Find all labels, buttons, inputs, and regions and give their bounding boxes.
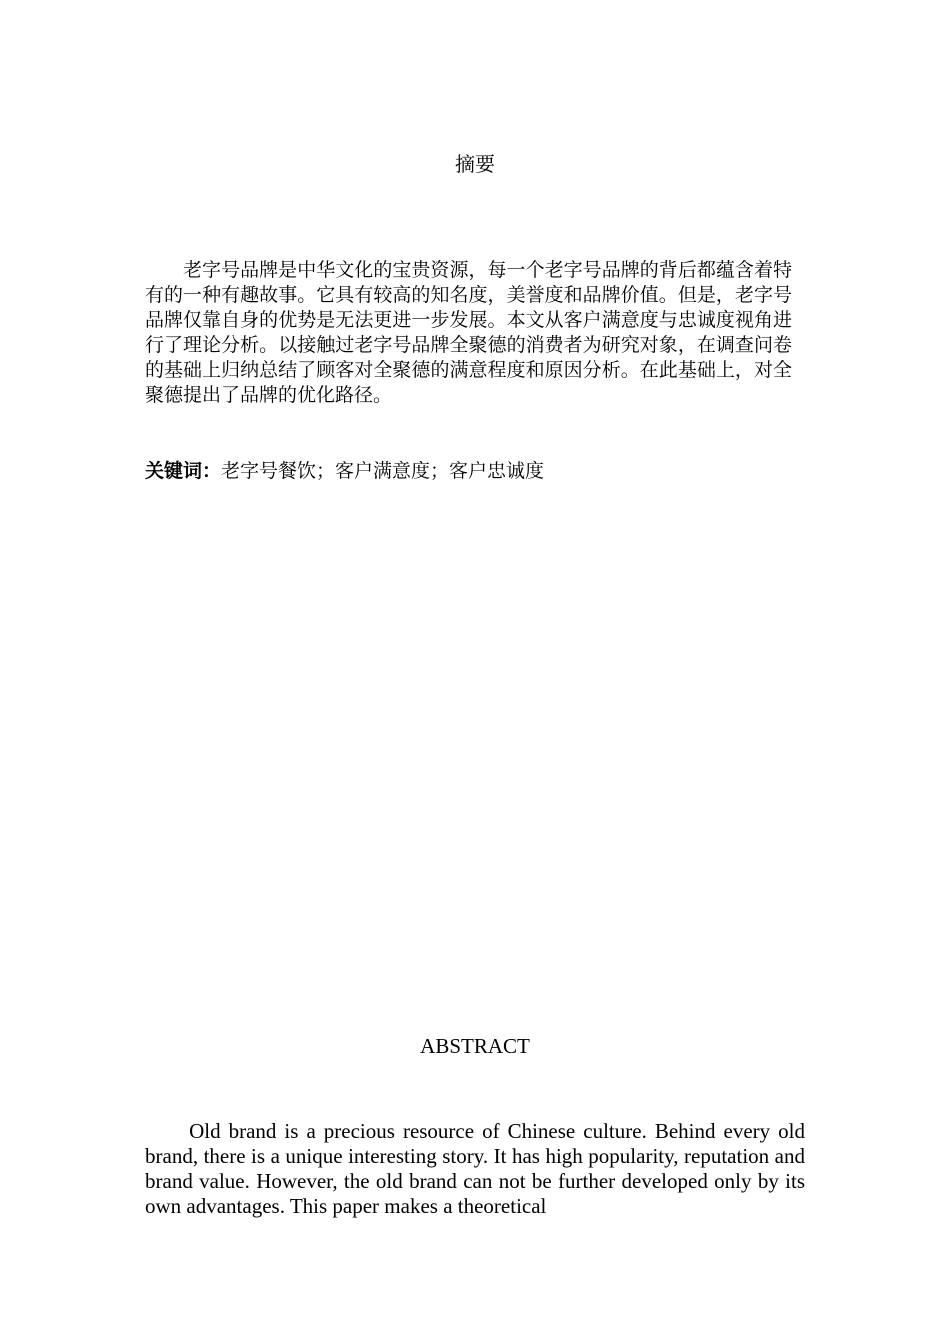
chinese-abstract-body: 老字号品牌是中华文化的宝贵资源，每一个老字号品牌的背后都蕴含着特有的一种有趣故事。它具有较高的知名度，美誉度和品牌价值。但是，老字号品牌仅靠自身的优势是无法更进一步发展。本文从客户满意度与忠诚度视角进行了理论分析。以接触过老字号品牌全聚德的消费者为研究对象，在调查问卷的基础上归纳总结了顾客对全聚德的满意程度和原因分析。在此基础上，对全聚德提出了品牌的优化路径。: [145, 259, 792, 406]
chinese-keywords: [145, 458, 795, 484]
chinese-abstract-title: 摘要: [455, 152, 495, 176]
english-abstract-body: Old brand is a precious resource of Chinese culture. Behind every old brand, there is a unique interesting story. It has high popularity, reputation and brand value. However, the old brand can not be further developed only by its own advantages. This paper makes a theoretical: [145, 1119, 805, 1218]
english-abstract-title: ABSTRACT: [420, 1034, 530, 1058]
keywords-list: 老字号餐饮；客户满意度；客户忠诚度: [221, 460, 545, 482]
keywords-label: 关键词：: [145, 460, 222, 482]
